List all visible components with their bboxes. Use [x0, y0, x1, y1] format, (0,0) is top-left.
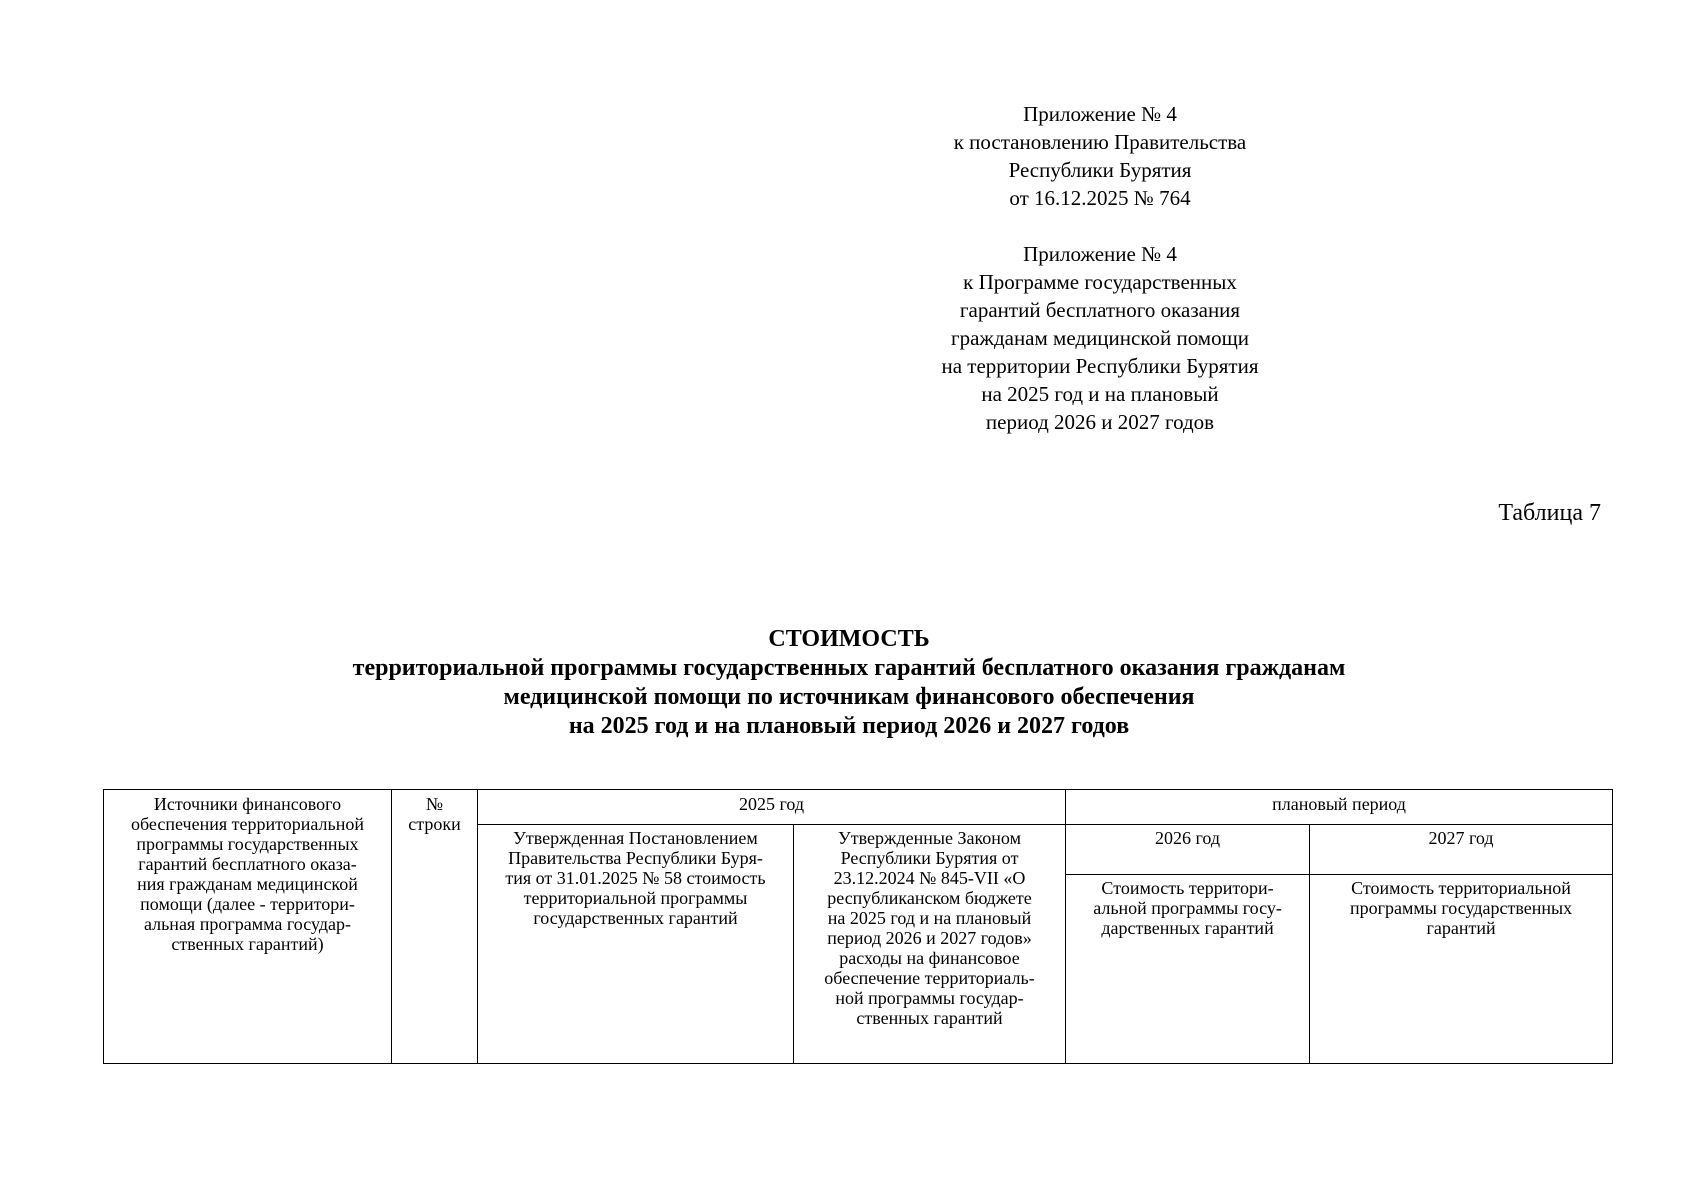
annex-to-resolution-line: Приложение № 4	[1023, 102, 1177, 126]
annex-to-program-line: к Программе государственных	[963, 270, 1237, 294]
document-heading	[0, 625, 1698, 741]
cost-table	[103, 789, 1613, 1064]
annex-to-program-line: Приложение № 4	[1023, 242, 1177, 266]
table-header-row	[104, 790, 1613, 825]
header-planning-period: плановый период	[1066, 790, 1613, 825]
annex-to-resolution-line: Республики Бурятия	[1008, 158, 1192, 182]
table-number: Таблица 7	[1498, 500, 1601, 526]
annex-to-resolution-line: к постановлению Правительства	[953, 130, 1247, 154]
header-2025-law-expenses: Утвержденные Законом Республики Бурятия от 23.12.2024 № 845-VII «О республиканском бюджете на 2025 год и на плановый период 2026 и 2027 годов» расходы на финансовое обеспечение территориаль- ной программы государ- ственных гарантий	[794, 825, 1066, 1064]
header-row-number: № строки	[392, 790, 478, 1064]
header-year-2025: 2025 год	[478, 790, 1066, 825]
heading-subtitle-line: на 2025 год и на плановый период 2026 и 2027 годов	[568, 713, 1130, 739]
header-2025-resolution-cost: Утвержденная Постановлением Правительства Республики Буря- тия от 31.01.2025 № 58 стоимость территориальной программы государственных гарантий	[478, 825, 794, 1064]
annex-to-resolution	[860, 100, 1340, 212]
header-year-2027: 2027 год	[1310, 825, 1613, 875]
annex-to-program-line: на территории Республики Бурятия	[941, 354, 1259, 378]
annex-to-program-line: на 2025 год и на плановый	[981, 382, 1219, 406]
header-year-2026: 2026 год	[1066, 825, 1310, 875]
header-sources: Источники финансового обеспечения территориальной программы государственных гарантий бесплатного оказа- ния гражданам медицинской помощи (далее - территори- альная программа государ- ственных гарантий)	[104, 790, 392, 1064]
heading-subtitle-line: территориальной программы государственных гарантий бесплатного оказания гражданам	[352, 655, 1346, 681]
header-2027-cost: Стоимость территориальной программы государственных гарантий	[1310, 875, 1613, 1064]
header-2026-cost: Стоимость территори- альной программы госу- дарственных гарантий	[1066, 875, 1310, 1064]
annex-to-program	[860, 240, 1340, 436]
annex-to-program-line: гарантий бесплатного оказания	[959, 298, 1241, 322]
heading-title: СТОИМОСТЬ	[768, 626, 930, 652]
heading-subtitle-line: медицинской помощи по источникам финансового обеспечения	[503, 684, 1195, 710]
annex-to-program-line: период 2026 и 2027 годов	[985, 410, 1215, 434]
annex-to-program-line: гражданам медицинской помощи	[951, 326, 1249, 350]
annex-to-resolution-line: от 16.12.2025 № 764	[1009, 186, 1191, 210]
